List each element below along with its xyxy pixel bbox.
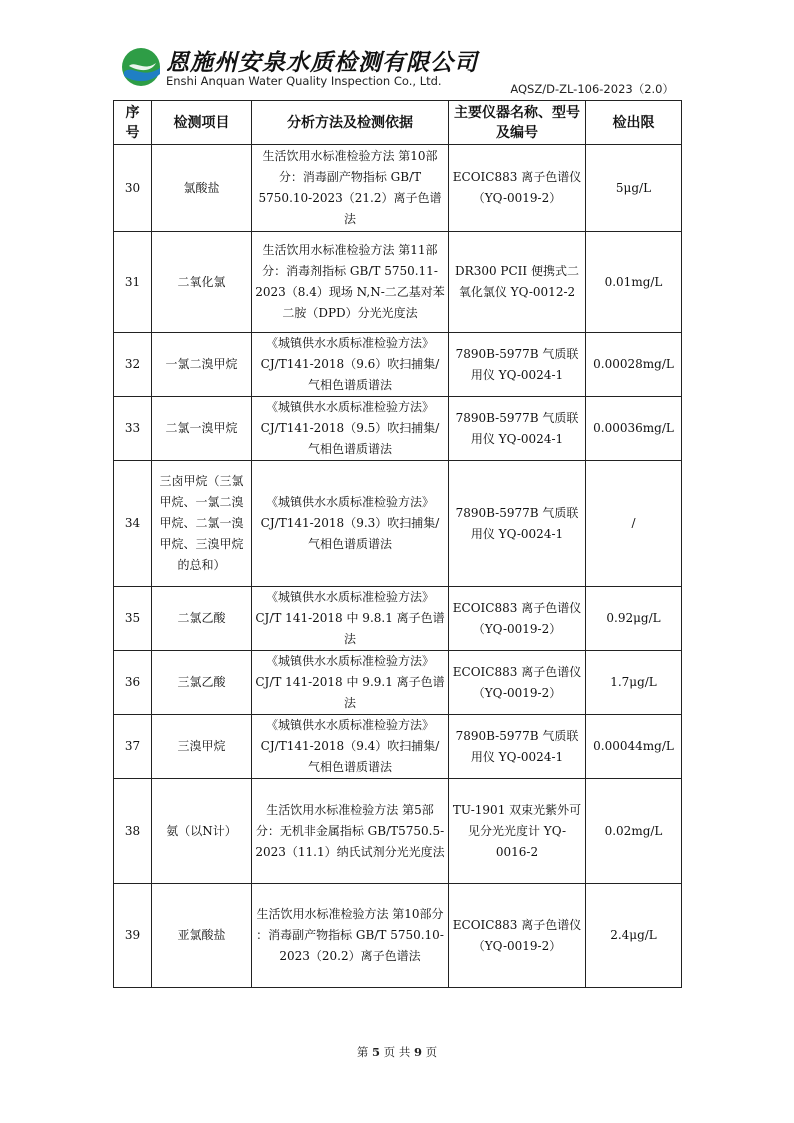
row-no: 30	[114, 145, 152, 232]
company-name-cn: 恩施州安泉水质检测有限公司	[166, 49, 478, 76]
row-method: 生活饮用水标准检验方法 第11部分：消毒剂指标 GB/T 5750.11-2023（8.4）现场 N,N-二乙基对苯二胺（DPD）分光光度法	[252, 232, 449, 333]
row-no: 31	[114, 232, 152, 333]
row-item: 二氯一溴甲烷	[152, 397, 252, 461]
row-instrument: ECOIC883 离子色谱仪 （YQ-0019-2）	[449, 884, 586, 988]
row-method: 《城镇供水水质标准检验方法》CJ/T141-2018（9.4）吹扫捕集/气相色谱质谱法	[252, 715, 449, 779]
row-instrument: 7890B-5977B 气质联用仪 YQ-0024-1	[449, 333, 586, 397]
table-row	[114, 587, 682, 651]
row-no: 32	[114, 333, 152, 397]
table-row	[114, 884, 682, 988]
row-method: 生活饮用水标准检验方法 第5部分：无机非金属指标 GB/T5750.5-2023（11.1）纳氏试剂分光光度法	[252, 779, 449, 884]
row-limit: 5μg/L	[586, 145, 682, 232]
row-limit: 0.00044mg/L	[586, 715, 682, 779]
total-page-count: 9	[413, 1045, 422, 1059]
row-no: 38	[114, 779, 152, 884]
row-item: 亚氯酸盐	[152, 884, 252, 988]
row-instrument: TU-1901 双束光紫外可见分光光度计 YQ-0016-2	[449, 779, 586, 884]
table-row	[114, 461, 682, 587]
table-row	[114, 333, 682, 397]
row-item: 二氯乙酸	[152, 587, 252, 651]
row-limit: 0.00028mg/L	[586, 333, 682, 397]
row-no: 37	[114, 715, 152, 779]
table-row	[114, 715, 682, 779]
row-method: 《城镇供水水质标准检验方法》CJ/T 141-2018 中 9.8.1 离子色谱法	[252, 587, 449, 651]
row-limit: 0.00036mg/L	[586, 397, 682, 461]
header-instrument: 主要仪器名称、型号及编号	[449, 101, 586, 145]
row-method: 《城镇供水水质标准检验方法》CJ/T141-2018（9.6）吹扫捕集/气相色谱质谱法	[252, 333, 449, 397]
table-row	[114, 397, 682, 461]
table-row	[114, 651, 682, 715]
row-instrument: ECOIC883 离子色谱仪 （YQ-0019-2）	[449, 651, 586, 715]
row-instrument: 7890B-5977B 气质联用仪 YQ-0024-1	[449, 715, 586, 779]
footer-prefix: 第	[356, 1045, 369, 1059]
table-row	[114, 232, 682, 333]
header-method: 分析方法及检测依据	[252, 101, 449, 145]
row-no: 36	[114, 651, 152, 715]
row-item: 三溴甲烷	[152, 715, 252, 779]
page-footer	[0, 1044, 794, 1060]
row-method: 《城镇供水水质标准检验方法》CJ/T141-2018（9.3）吹扫捕集/气相色谱质谱法	[252, 461, 449, 587]
row-method: 生活饮用水标准检验方法 第10部分：消毒副产物指标 GB/T 5750.10-2023（21.2）离子色谱法	[252, 145, 449, 232]
current-page-number: 5	[372, 1045, 381, 1059]
row-item: 二氧化氯	[152, 232, 252, 333]
row-no: 34	[114, 461, 152, 587]
row-no: 33	[114, 397, 152, 461]
row-method: 《城镇供水水质标准检验方法》CJ/T141-2018（9.5）吹扫捕集/气相色谱质谱法	[252, 397, 449, 461]
row-item: 氯酸盐	[152, 145, 252, 232]
row-item: 氨（以N计）	[152, 779, 252, 884]
row-limit: 0.02mg/L	[586, 779, 682, 884]
row-limit: 1.7μg/L	[586, 651, 682, 715]
table-row	[114, 779, 682, 884]
header-limit: 检出限	[586, 101, 682, 145]
row-instrument: 7890B-5977B 气质联用仪 YQ-0024-1	[449, 397, 586, 461]
row-method: 生活饮用水标准检验方法 第10部分 ：消毒副产物指标 GB/T 5750.10-2023（20.2）离子色谱法	[252, 884, 449, 988]
row-item: 三氯乙酸	[152, 651, 252, 715]
footer-mid: 页 共	[383, 1045, 411, 1059]
row-limit: 2.4μg/L	[586, 884, 682, 988]
row-item: 一氯二溴甲烷	[152, 333, 252, 397]
row-limit: 0.92μg/L	[586, 587, 682, 651]
row-limit: /	[586, 461, 682, 587]
row-no: 39	[114, 884, 152, 988]
table-row	[114, 145, 682, 232]
row-instrument: ECOIC883 离子色谱仪 （YQ-0019-2）	[449, 587, 586, 651]
row-instrument: 7890B-5977B 气质联用仪 YQ-0024-1	[449, 461, 586, 587]
row-item: 三卤甲烷（三氯甲烷、一氯二溴甲烷、二氯一溴甲烷、三溴甲烷的总和）	[152, 461, 252, 587]
document-code: AQSZ/D-ZL-106-2023（2.0）	[510, 82, 674, 96]
row-limit: 0.01mg/L	[586, 232, 682, 333]
row-instrument: ECOIC883 离子色谱仪 （YQ-0019-2）	[449, 145, 586, 232]
header-item: 检测项目	[152, 101, 252, 145]
header-no: 序号	[114, 101, 152, 145]
row-no: 35	[114, 587, 152, 651]
row-method: 《城镇供水水质标准检验方法》CJ/T 141-2018 中 9.9.1 离子色谱法	[252, 651, 449, 715]
row-instrument: DR300 PCII 便携式二氧化氯仪 YQ-0012-2	[449, 232, 586, 333]
inspection-methods-table	[113, 100, 682, 988]
company-name-en: Enshi Anquan Water Quality Inspection Co., Ltd.	[166, 74, 442, 88]
water-drop-logo-icon	[120, 46, 162, 88]
footer-suffix: 页	[425, 1045, 438, 1059]
